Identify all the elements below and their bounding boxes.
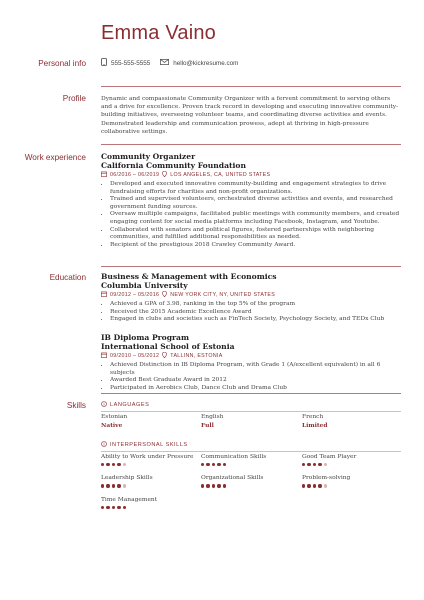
language-level: Limited [302, 422, 328, 429]
work-meta [101, 171, 403, 179]
skill-item [302, 475, 401, 487]
rating-dot-filled [206, 484, 209, 487]
degree-title: IB Diploma Program [101, 333, 189, 342]
education-dates: 09/2012 – 05/2016 [110, 292, 160, 298]
rating-dot-filled [223, 484, 226, 487]
skill-name: Good Team Player [302, 454, 357, 460]
language-level: Native [101, 422, 123, 429]
degree-title: Business & Management with Economics [101, 272, 277, 281]
languages-grid [101, 414, 403, 429]
divider [101, 411, 401, 412]
skill-name: Time Management [101, 496, 158, 503]
list-item: • Recipient of the prestigious 2018 Crawley Community Award. [110, 242, 403, 250]
rating-dot-filled [307, 484, 310, 487]
rating-dot-filled [307, 463, 310, 466]
rating-dot-filled [112, 463, 115, 466]
work-bullets [101, 181, 403, 249]
rating-dot-empty [324, 463, 327, 466]
rating-dot-filled [123, 506, 126, 509]
info-circle-icon [101, 441, 107, 449]
rating-dot-filled [101, 506, 104, 509]
skills-block [101, 401, 403, 509]
skill-item [302, 454, 401, 466]
education-bullets [101, 301, 403, 324]
school-name: International School of Estonia [101, 342, 235, 351]
skill-rating [201, 484, 302, 487]
location-pin-icon [162, 291, 167, 299]
skill-rating [101, 484, 201, 487]
education-bullets [101, 362, 403, 392]
rating-dot-empty [123, 463, 126, 466]
rating-dot-filled [302, 484, 305, 487]
education-entry [101, 272, 403, 324]
interpersonal-heading [101, 441, 403, 449]
rating-dot-filled [206, 463, 209, 466]
work-dates: 06/2016 – 06/2019 [110, 172, 160, 178]
rating-dot-empty [324, 484, 327, 487]
skill-item [101, 475, 201, 487]
languages-heading [101, 401, 403, 409]
mail-icon [160, 59, 169, 67]
divider [101, 451, 401, 452]
education-entry [101, 333, 403, 392]
skill-name: Leadership Skills [101, 475, 153, 482]
profile-summary: Dynamic and compassionate Community Organizer with a fervent commitment to serving others and a drive for excellence. Proven track record in developing and executing innovative community-building initiatives, overseeing volunteer teams, and coordinating diverse activities and events. Demonstrated leadership and communication prowess, adept at thriving in high-pressure collaborative settings. [101, 96, 399, 135]
contact-info [101, 58, 238, 68]
section-label-profile: Profile [62, 94, 86, 103]
list-item: • Awarded Best Graduate Award in 2012 [110, 377, 403, 385]
list-item: • Collaborated with senators and political figures, fostered partnerships with neighboring communities, and fulfilled additional responsibilities as needed. [110, 227, 403, 242]
language-item [101, 414, 201, 429]
email-address: hello@kickresume.com [173, 59, 239, 67]
rating-dot-filled [318, 484, 321, 487]
skill-name: Organizational Skills [201, 475, 264, 482]
divider [101, 86, 401, 87]
education-meta [101, 291, 403, 299]
language-item [302, 414, 401, 429]
rating-dot-filled [313, 484, 316, 487]
interpersonal-heading-label: INTERPERSONAL SKILLS [110, 442, 188, 448]
language-name: English [201, 414, 224, 420]
rating-dot-filled [201, 463, 204, 466]
list-item: • Participated in Aerobics Club, Dance Club and Drama Club [110, 385, 403, 393]
rating-dot-filled [217, 484, 220, 487]
rating-dot-filled [101, 463, 104, 466]
location-pin-icon [162, 171, 167, 179]
languages-heading-label: LANGUAGES [110, 402, 150, 408]
rating-dot-filled [117, 484, 120, 487]
skill-rating [302, 463, 401, 466]
rating-dot-empty [123, 484, 126, 487]
rating-dot-filled [212, 463, 215, 466]
location-pin-icon [162, 352, 167, 360]
info-circle-icon [101, 401, 107, 409]
skill-item [201, 454, 302, 466]
language-name: Estonian [101, 414, 128, 420]
rating-dot-filled [223, 463, 226, 466]
skill-rating [302, 484, 401, 487]
list-item: • Received the 2015 Academic Excellence Award [110, 309, 403, 317]
list-item: • Engaged in clubs and societies such as FinTech Society, Psychology Society, and TEDx Club [110, 316, 403, 324]
list-item: • Achieved a GPA of 3.98, ranking in the top 5% of the program [110, 301, 403, 309]
rating-dot-filled [217, 463, 220, 466]
phone-icon [101, 58, 107, 68]
employer: California Community Foundation [101, 161, 246, 170]
skill-rating [201, 463, 302, 466]
phone-number: 555-555-5555 [111, 59, 151, 67]
rating-dot-filled [313, 463, 316, 466]
school-name: Columbia University [101, 281, 188, 290]
calendar-icon [101, 171, 107, 179]
calendar-icon [101, 291, 107, 299]
rating-dot-filled [106, 463, 109, 466]
rating-dot-filled [101, 484, 104, 487]
section-label-work-experience: Work experience [24, 153, 86, 162]
skill-item [101, 497, 201, 509]
calendar-icon [101, 352, 107, 360]
skill-name: Communication Skills [201, 454, 267, 460]
rating-dot-filled [112, 484, 115, 487]
resume-name: Emma Vaino [101, 22, 217, 44]
work-entry [101, 152, 403, 249]
skill-name: Problem-solving [302, 475, 351, 482]
rating-dot-filled [106, 506, 109, 509]
skill-item [201, 475, 302, 487]
rating-dot-filled [302, 463, 305, 466]
list-item: • Oversaw multiple campaigns, facilitated public meetings with community members, and created engaging content for social media platforms including Facebook, Instagram, and Youtube. [110, 211, 403, 226]
skill-rating [101, 463, 201, 466]
rating-dot-filled [106, 484, 109, 487]
rating-dot-filled [117, 506, 120, 509]
skill-name: Ability to Work under Pressure [101, 454, 194, 460]
divider [101, 393, 401, 394]
list-item: • Developed and executed innovative community-building and engagement strategies to drive fundraising efforts for charities and non-profit organizations. [110, 181, 403, 196]
skill-item [101, 454, 201, 466]
rating-dot-filled [201, 484, 204, 487]
skill-rating [101, 506, 201, 509]
section-label-personal-info: Personal info [38, 59, 86, 68]
rating-dot-filled [117, 463, 120, 466]
list-item: • Trained and supervised volunteers, orchestrated diverse activities and events, and researched government funding sources. [110, 196, 403, 211]
rating-dot-filled [212, 484, 215, 487]
section-label-education: Education [49, 273, 86, 282]
rating-dot-filled [112, 506, 115, 509]
divider [101, 144, 401, 145]
language-level: Full [201, 422, 214, 429]
education-meta [101, 352, 403, 360]
education-dates: 09/2010 – 05/2012 [110, 353, 160, 359]
work-location: LOS ANGELES, CA, UNITED STATES [170, 172, 271, 178]
divider [101, 266, 401, 267]
language-item [201, 414, 302, 429]
section-label-skills: Skills [66, 401, 86, 410]
interpersonal-grid [101, 454, 403, 509]
education-location: TALLINN, ESTONIA [170, 353, 223, 359]
rating-dot-filled [318, 463, 321, 466]
language-name: French [302, 414, 324, 420]
education-location: NEW YORK CITY, NY, UNITED STATES [170, 292, 276, 298]
job-title: Community Organizer [101, 152, 196, 161]
list-item: • Achieved Distinction in IB Diploma Program, with Grade 1 (A/excellent equivalent) in all 6 subjects [110, 362, 403, 377]
